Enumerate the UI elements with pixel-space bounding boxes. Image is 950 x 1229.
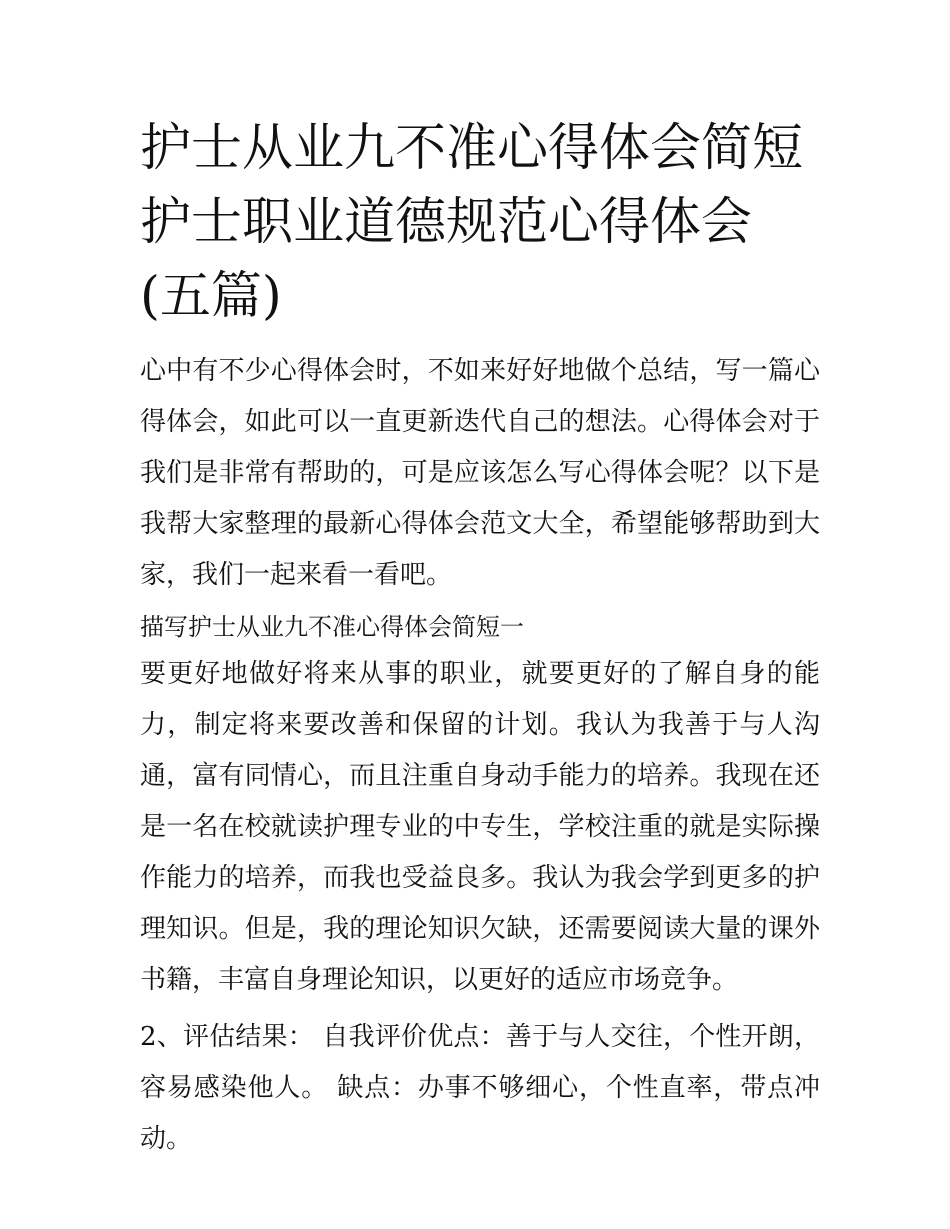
document-page <box>140 112 820 1165</box>
section-heading: 描写护士从业九不准心得体会简短一 <box>140 613 524 641</box>
intro-paragraph: 心中有不少心得体会时，不如来好好地做个总结，写一篇心得体会，如此可以一直更新迭代自己的想法。心得体会对于我们是非常有帮助的，可是应该怎么写心得体会呢？以下是我帮大家整理的最新心得体会范文大全，希望能够帮助到大家，我们一起来看一看吧。 <box>140 356 820 590</box>
document-title: 护士从业九不准心得体会简短 护士职业道德规范心得体会(五篇) <box>140 119 804 326</box>
evaluation-paragraph: 2、评估结果： 自我评价优点：善于与人交往，个性开朗，容易感染他人。 缺点：办事不够细心，个性直率，带点冲动。 <box>140 1022 820 1154</box>
body-paragraph: 要更好地做好将来从事的职业，就要更好的了解自身的能力，制定将来要改善和保留的计划。我认为我善于与人沟通，富有同情心，而且注重自身动手能力的培养。我现在还是一名在校就读护理专业的中专生，学校注重的就是实际操作能力的培养，而我也受益良多。我认为我会学到更多的护理知识。但是，我的理论知识欠缺，还需要阅读大量的课外书籍，丰富自身理论知识，以更好的适应市场竞争。 <box>140 659 820 995</box>
